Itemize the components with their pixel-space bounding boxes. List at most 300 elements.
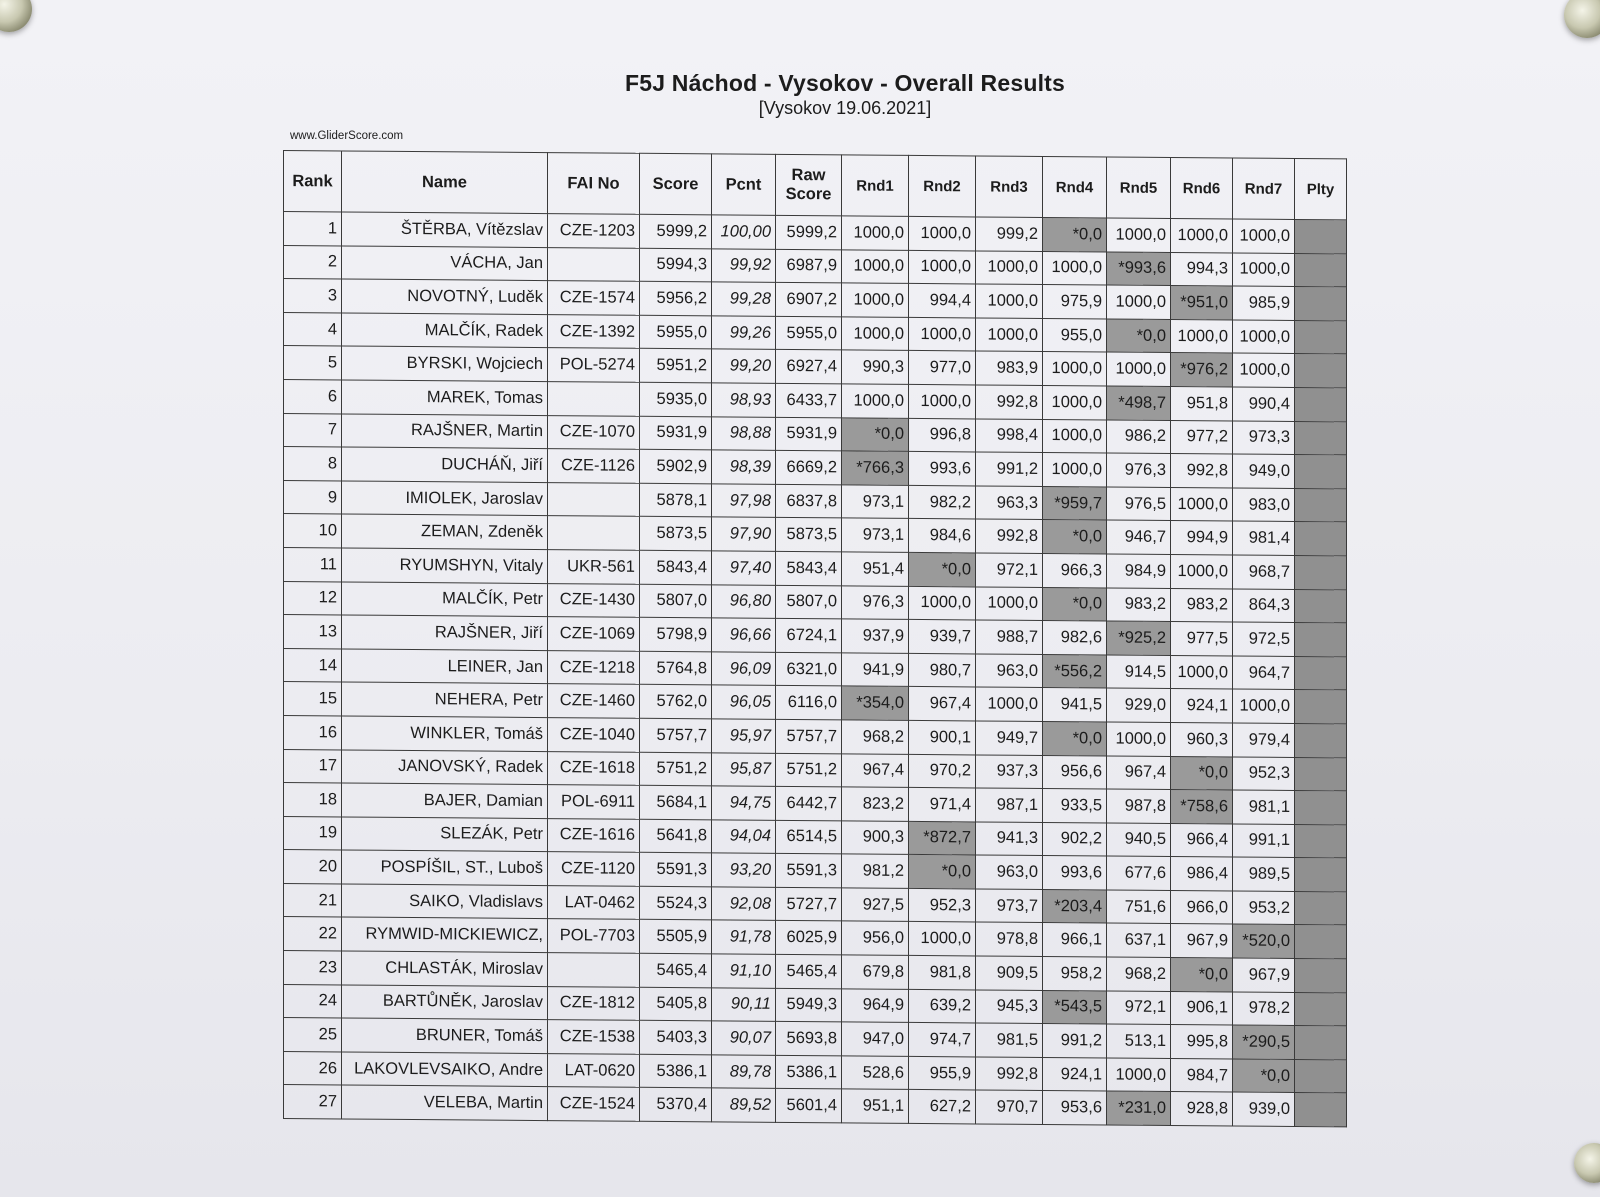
raw-score-cell: 6669,2 <box>776 451 842 485</box>
round-7-cell: 967,9 <box>1233 958 1295 992</box>
round-2-cell: 1000,0 <box>909 922 976 956</box>
percent-cell: 91,10 <box>712 954 776 988</box>
percent-cell: 91,78 <box>712 920 776 954</box>
round-7-cell: 989,5 <box>1233 857 1295 891</box>
round-5-cell: 987,8 <box>1107 789 1171 823</box>
header-score: Score <box>640 153 712 215</box>
penalty-cell <box>1295 589 1347 623</box>
round-5-cell: 1000,0 <box>1107 1058 1171 1092</box>
round-2-cell: 994,4 <box>909 284 976 318</box>
penalty-cell <box>1295 421 1347 455</box>
round-2-cell: 639,2 <box>909 989 976 1023</box>
pushpin-icon <box>1574 1143 1600 1183</box>
penalty-cell <box>1295 522 1347 556</box>
fai-number-cell: CZE-1070 <box>548 415 640 449</box>
raw-score-cell: 5955,0 <box>776 316 842 350</box>
round-3-cell: 909,5 <box>976 956 1043 990</box>
round-5-cell: 929,0 <box>1107 688 1171 722</box>
pilot-name-cell: JANOVSKÝ, Radek <box>342 749 548 784</box>
rank-cell: 23 <box>284 951 342 985</box>
penalty-cell <box>1295 1059 1347 1093</box>
fai-number-cell: POL-7703 <box>548 919 640 953</box>
header-rnd2: Rnd2 <box>909 155 976 217</box>
round-4-cell: 1000,0 <box>1043 251 1107 285</box>
page-subtitle: [Vysokov 19.06.2021] <box>758 98 932 118</box>
round-6-cell: 967,9 <box>1171 924 1233 958</box>
round-4-dropped-cell: *556,2 <box>1043 654 1107 688</box>
penalty-cell <box>1295 387 1347 421</box>
round-7-cell: 991,1 <box>1233 824 1295 858</box>
score-cell: 5931,9 <box>640 416 712 450</box>
score-cell: 5951,2 <box>640 349 712 383</box>
round-1-cell: 937,9 <box>842 619 909 653</box>
round-3-cell: 963,0 <box>976 855 1043 889</box>
header-rnd6: Rnd6 <box>1171 157 1233 218</box>
penalty-cell <box>1295 623 1347 657</box>
round-2-cell: 974,7 <box>909 1023 976 1057</box>
percent-cell: 89,78 <box>712 1055 776 1089</box>
header-rank: Rank <box>284 151 342 212</box>
score-cell: 5505,9 <box>640 920 712 954</box>
round-6-cell: 960,3 <box>1171 722 1233 756</box>
round-6-cell: 1000,0 <box>1171 218 1233 252</box>
round-2-cell: 970,2 <box>909 754 976 788</box>
percent-cell: 99,20 <box>712 349 776 383</box>
round-1-dropped-cell: *354,0 <box>842 686 909 720</box>
round-3-cell: 1000,0 <box>976 687 1043 721</box>
round-6-cell: 992,8 <box>1171 454 1233 488</box>
pilot-name-cell: POSPÍŠIL, ST., Luboš <box>342 850 548 885</box>
round-7-cell: 952,3 <box>1233 756 1295 790</box>
round-4-cell: 956,6 <box>1043 755 1107 789</box>
pilot-name-cell: MAREK, Tomas <box>342 380 548 415</box>
fai-number-cell: CZE-1430 <box>548 583 640 617</box>
round-2-cell: 996,8 <box>909 418 976 452</box>
pilot-name-cell: NEHERA, Petr <box>342 682 548 717</box>
fai-number-cell: CZE-1040 <box>548 717 640 751</box>
penalty-cell <box>1295 959 1347 993</box>
round-7-cell: 990,4 <box>1233 387 1295 421</box>
round-3-cell: 1000,0 <box>976 318 1043 352</box>
round-6-cell: 1000,0 <box>1171 487 1233 521</box>
raw-score-cell: 5807,0 <box>776 585 842 619</box>
round-1-cell: 951,1 <box>842 1089 909 1123</box>
round-6-cell: 1000,0 <box>1171 554 1233 588</box>
penalty-cell <box>1295 891 1347 925</box>
pilot-name-cell: VÁCHA, Jan <box>342 246 548 281</box>
penalty-cell <box>1295 1026 1347 1060</box>
fai-number-cell: LAT-0620 <box>548 1053 640 1087</box>
round-3-cell: 999,2 <box>976 217 1043 251</box>
fai-number-cell: CZE-1069 <box>548 617 640 651</box>
round-5-cell: 976,3 <box>1107 453 1171 487</box>
round-2-cell: 900,1 <box>909 720 976 754</box>
score-cell: 5405,8 <box>640 987 712 1021</box>
score-cell: 5935,0 <box>640 382 712 416</box>
round-1-cell: 823,2 <box>842 787 909 821</box>
rank-cell: 6 <box>284 379 342 413</box>
rank-cell: 24 <box>284 984 342 1018</box>
round-7-cell: 1000,0 <box>1233 689 1295 723</box>
round-4-dropped-cell: *0,0 <box>1043 217 1107 251</box>
penalty-cell <box>1295 287 1347 321</box>
round-4-cell: 1000,0 <box>1043 453 1107 487</box>
round-6-cell: 924,1 <box>1171 689 1233 723</box>
penalty-cell <box>1295 656 1347 690</box>
score-cell: 5955,0 <box>640 315 712 349</box>
percent-cell: 90,11 <box>712 988 776 1022</box>
header-raw-score <box>776 154 842 216</box>
penalty-cell <box>1295 555 1347 589</box>
round-4-cell: 991,2 <box>1043 1024 1107 1058</box>
percent-cell: 94,04 <box>712 820 776 854</box>
round-1-cell: 976,3 <box>842 585 909 619</box>
pilot-name-cell: BYRSKI, Wojciech <box>342 346 548 381</box>
round-2-cell: 1000,0 <box>909 586 976 620</box>
rank-cell: 7 <box>284 413 342 447</box>
percent-cell: 89,52 <box>712 1088 776 1122</box>
score-cell: 5994,3 <box>640 248 712 282</box>
round-7-dropped-cell: *520,0 <box>1233 924 1295 958</box>
round-7-cell: 864,3 <box>1233 588 1295 622</box>
round-7-cell: 972,5 <box>1233 622 1295 656</box>
score-cell: 5878,1 <box>640 483 712 517</box>
round-6-cell: 966,4 <box>1171 823 1233 857</box>
round-1-dropped-cell: *0,0 <box>842 417 909 451</box>
fai-number-cell: CZE-1460 <box>548 684 640 718</box>
round-6-dropped-cell: *758,6 <box>1171 790 1233 824</box>
round-6-dropped-cell: *0,0 <box>1171 756 1233 790</box>
round-5-dropped-cell: *993,6 <box>1107 252 1171 286</box>
score-cell: 5524,3 <box>640 886 712 920</box>
header-raw-line1: Raw <box>791 165 826 185</box>
percent-cell: 97,40 <box>712 551 776 585</box>
round-5-dropped-cell: *925,2 <box>1107 621 1171 655</box>
percent-cell: 90,07 <box>712 1021 776 1055</box>
round-4-cell: 1000,0 <box>1043 419 1107 453</box>
score-cell: 5403,3 <box>640 1021 712 1055</box>
round-5-cell: 976,5 <box>1107 487 1171 521</box>
round-2-cell: 977,0 <box>909 351 976 385</box>
percent-cell: 98,93 <box>712 383 776 417</box>
rank-cell: 15 <box>284 682 342 716</box>
fai-number-cell: CZE-1812 <box>548 986 640 1020</box>
round-7-cell: 964,7 <box>1233 656 1295 690</box>
score-cell: 5370,4 <box>640 1088 712 1122</box>
round-6-dropped-cell: *0,0 <box>1171 958 1233 992</box>
header-fai-no: FAI No <box>548 153 640 215</box>
round-7-cell: 1000,0 <box>1233 353 1295 387</box>
round-3-cell: 941,3 <box>976 822 1043 856</box>
round-6-cell: 984,7 <box>1171 1058 1233 1092</box>
round-4-cell: 958,2 <box>1043 957 1107 991</box>
rank-cell: 3 <box>284 279 342 313</box>
percent-cell: 96,09 <box>712 652 776 686</box>
rank-cell: 13 <box>284 615 342 649</box>
raw-score-cell: 6433,7 <box>776 383 842 417</box>
percent-cell: 98,39 <box>712 450 776 484</box>
rank-cell: 16 <box>284 715 342 749</box>
rank-cell: 25 <box>284 1018 342 1052</box>
pushpin-icon <box>1564 0 1600 38</box>
round-5-dropped-cell: *0,0 <box>1107 319 1171 353</box>
round-7-cell: 981,4 <box>1233 521 1295 555</box>
score-cell: 5757,7 <box>640 718 712 752</box>
pilot-name-cell: RAJŠNER, Jiří <box>342 615 548 650</box>
round-1-cell: 947,0 <box>842 1022 909 1056</box>
round-2-cell: 993,6 <box>909 452 976 486</box>
fai-number-cell: CZE-1618 <box>548 751 640 785</box>
round-3-cell: 978,8 <box>976 922 1043 956</box>
percent-cell: 97,90 <box>712 517 776 551</box>
raw-score-cell: 5601,4 <box>776 1089 842 1123</box>
penalty-cell <box>1295 690 1347 724</box>
percent-cell: 99,92 <box>712 248 776 282</box>
round-3-cell: 1000,0 <box>976 284 1043 318</box>
pilot-name-cell: ZEMAN, Zdeněk <box>342 514 548 549</box>
round-6-cell: 995,8 <box>1171 1025 1233 1059</box>
round-2-cell: 1000,0 <box>909 250 976 284</box>
header-raw-line2: Score <box>785 184 832 204</box>
fai-number-cell: CZE-1392 <box>548 314 640 348</box>
percent-cell: 98,88 <box>712 416 776 450</box>
round-5-cell: 983,2 <box>1107 587 1171 621</box>
round-5-cell: 986,2 <box>1107 420 1171 454</box>
rank-cell: 17 <box>284 749 342 783</box>
rank-cell: 18 <box>284 783 342 817</box>
round-4-dropped-cell: *959,7 <box>1043 486 1107 520</box>
round-6-cell: 951,8 <box>1171 386 1233 420</box>
round-4-cell: 924,1 <box>1043 1057 1107 1091</box>
round-7-cell: 979,4 <box>1233 723 1295 757</box>
round-1-cell: 941,9 <box>842 653 909 687</box>
round-7-cell: 1000,0 <box>1233 320 1295 354</box>
percent-cell: 99,28 <box>712 282 776 316</box>
round-7-cell: 1000,0 <box>1233 253 1295 287</box>
round-5-cell: 1000,0 <box>1107 285 1171 319</box>
pilot-name-cell: LAKOVLEVSAIKO, Andre <box>342 1052 548 1087</box>
penalty-cell <box>1295 824 1347 858</box>
score-cell: 5843,4 <box>640 550 712 584</box>
score-cell: 5751,2 <box>640 752 712 786</box>
round-1-cell: 964,9 <box>842 989 909 1023</box>
penalty-cell <box>1295 488 1347 522</box>
raw-score-cell: 5386,1 <box>776 1055 842 1089</box>
rank-cell: 10 <box>284 514 342 548</box>
round-3-cell: 963,3 <box>976 486 1043 520</box>
rank-cell: 26 <box>284 1051 342 1085</box>
fai-number-cell: CZE-1538 <box>548 1020 640 1054</box>
score-cell: 5902,9 <box>640 449 712 483</box>
round-4-cell: 933,5 <box>1043 789 1107 823</box>
round-7-cell: 939,0 <box>1233 1092 1295 1126</box>
round-4-dropped-cell: *0,0 <box>1043 587 1107 621</box>
round-6-cell: 994,3 <box>1171 252 1233 286</box>
raw-score-cell: 6724,1 <box>776 618 842 652</box>
round-7-cell: 1000,0 <box>1233 219 1295 253</box>
rank-cell: 22 <box>284 917 342 951</box>
round-3-cell: 988,7 <box>976 620 1043 654</box>
score-cell: 5684,1 <box>640 785 712 819</box>
score-cell: 5764,8 <box>640 651 712 685</box>
round-1-cell: 1000,0 <box>842 384 909 418</box>
fai-number-cell <box>548 953 640 987</box>
penalty-cell <box>1295 992 1347 1026</box>
percent-cell: 97,98 <box>712 484 776 518</box>
round-4-cell: 966,3 <box>1043 553 1107 587</box>
round-4-cell: 982,6 <box>1043 621 1107 655</box>
round-4-dropped-cell: *203,4 <box>1043 889 1107 923</box>
round-3-cell: 981,5 <box>976 1023 1043 1057</box>
round-3-cell: 992,8 <box>976 385 1043 419</box>
round-3-cell: 983,9 <box>976 351 1043 385</box>
raw-score-cell: 5843,4 <box>776 551 842 585</box>
round-6-cell: 966,0 <box>1171 890 1233 924</box>
percent-cell: 93,20 <box>712 853 776 887</box>
round-3-cell: 992,8 <box>976 519 1043 553</box>
round-3-cell: 963,0 <box>976 654 1043 688</box>
round-1-cell: 968,2 <box>842 720 909 754</box>
round-1-cell: 990,3 <box>842 350 909 384</box>
score-cell: 5798,9 <box>640 617 712 651</box>
round-6-cell: 986,4 <box>1171 857 1233 891</box>
round-3-cell: 992,8 <box>976 1057 1043 1091</box>
round-5-cell: 677,6 <box>1107 856 1171 890</box>
fai-number-cell: CZE-1120 <box>548 852 640 886</box>
round-2-cell: 627,2 <box>909 1090 976 1124</box>
fai-number-cell: CZE-1218 <box>548 650 640 684</box>
round-3-cell: 970,7 <box>976 1090 1043 1124</box>
round-4-cell: 975,9 <box>1043 285 1107 319</box>
header-pcnt: Pcnt <box>712 154 776 216</box>
round-2-cell: 939,7 <box>909 620 976 654</box>
pilot-name-cell: BAJER, Damian <box>342 783 548 818</box>
round-6-cell: 977,2 <box>1171 420 1233 454</box>
round-7-cell: 983,0 <box>1233 488 1295 522</box>
round-5-cell: 1000,0 <box>1107 352 1171 386</box>
percent-cell: 95,87 <box>712 752 776 786</box>
penalty-cell <box>1295 858 1347 892</box>
penalty-cell <box>1295 354 1347 388</box>
round-1-cell: 1000,0 <box>842 216 909 250</box>
round-4-cell: 993,6 <box>1043 856 1107 890</box>
round-5-cell: 751,6 <box>1107 890 1171 924</box>
round-1-cell: 900,3 <box>842 821 909 855</box>
raw-score-cell: 6442,7 <box>776 786 842 820</box>
round-1-cell: 973,1 <box>842 518 909 552</box>
rank-cell: 5 <box>284 346 342 380</box>
penalty-cell <box>1295 791 1347 825</box>
round-4-dropped-cell: *0,0 <box>1043 520 1107 554</box>
round-6-cell: 1000,0 <box>1171 319 1233 353</box>
pilot-name-cell: WINKLER, Tomáš <box>342 716 548 751</box>
round-1-cell: 528,6 <box>842 1056 909 1090</box>
round-5-cell: 946,7 <box>1107 520 1171 554</box>
header-rnd4: Rnd4 <box>1043 156 1107 218</box>
pilot-name-cell: MALČÍK, Petr <box>342 581 548 616</box>
round-7-cell: 949,0 <box>1233 454 1295 488</box>
penalty-cell <box>1295 320 1347 354</box>
round-5-cell: 1000,0 <box>1107 722 1171 756</box>
rank-cell: 20 <box>284 850 342 884</box>
round-7-dropped-cell: *0,0 <box>1233 1059 1295 1093</box>
pilot-name-cell: CHLASTÁK, Miroslav <box>342 951 548 986</box>
header-plty: Plty <box>1295 158 1347 219</box>
rank-cell: 4 <box>284 312 342 346</box>
round-1-cell: 956,0 <box>842 921 909 955</box>
fai-number-cell: CZE-1524 <box>548 1087 640 1121</box>
round-4-dropped-cell: *0,0 <box>1043 721 1107 755</box>
penalty-cell <box>1295 723 1347 757</box>
rank-cell: 14 <box>284 648 342 682</box>
round-2-cell: 980,7 <box>909 653 976 687</box>
round-2-cell: 1000,0 <box>909 384 976 418</box>
header-name: Name <box>342 151 548 214</box>
score-cell: 5807,0 <box>640 584 712 618</box>
pilot-name-cell: LEINER, Jan <box>342 649 548 684</box>
round-3-cell: 973,7 <box>976 889 1043 923</box>
round-1-cell: 973,1 <box>842 485 909 519</box>
pilot-name-cell: BRUNER, Tomáš <box>342 1018 548 1053</box>
raw-score-cell: 5949,3 <box>776 988 842 1022</box>
round-2-cell: 952,3 <box>909 888 976 922</box>
percent-cell: 96,05 <box>712 685 776 719</box>
results-body <box>284 212 1347 1127</box>
raw-score-cell: 6907,2 <box>776 283 842 317</box>
fai-number-cell: UKR-561 <box>548 550 640 584</box>
round-6-cell: 994,9 <box>1171 521 1233 555</box>
percent-cell: 95,97 <box>712 719 776 753</box>
raw-score-cell: 5757,7 <box>776 719 842 753</box>
fai-number-cell <box>548 382 640 416</box>
header-rnd7: Rnd7 <box>1233 158 1295 219</box>
round-7-cell: 968,7 <box>1233 555 1295 589</box>
round-5-cell: 914,5 <box>1107 655 1171 689</box>
raw-score-cell: 5931,9 <box>776 417 842 451</box>
pilot-name-cell: DUCHÁŇ, Jiří <box>342 447 548 482</box>
raw-score-cell: 6987,9 <box>776 249 842 283</box>
rank-cell: 8 <box>284 447 342 481</box>
raw-score-cell: 5999,2 <box>776 215 842 249</box>
penalty-cell <box>1295 757 1347 791</box>
raw-score-cell: 6514,5 <box>776 820 842 854</box>
round-6-dropped-cell: *976,2 <box>1171 353 1233 387</box>
raw-score-cell: 5727,7 <box>776 887 842 921</box>
percent-cell: 96,66 <box>712 618 776 652</box>
header-rnd5: Rnd5 <box>1107 157 1171 219</box>
round-6-cell: 928,8 <box>1171 1092 1233 1126</box>
round-5-cell: 513,1 <box>1107 1024 1171 1058</box>
round-4-dropped-cell: *543,5 <box>1043 990 1107 1024</box>
round-4-cell: 966,1 <box>1043 923 1107 957</box>
rank-cell: 9 <box>284 480 342 514</box>
penalty-cell <box>1295 925 1347 959</box>
round-6-cell: 983,2 <box>1171 588 1233 622</box>
fai-number-cell: CZE-1203 <box>548 214 640 248</box>
round-5-cell: 940,5 <box>1107 823 1171 857</box>
header-row <box>284 151 1347 220</box>
round-4-cell: 1000,0 <box>1043 385 1107 419</box>
header-rnd3: Rnd3 <box>976 156 1043 218</box>
percent-cell: 100,00 <box>712 215 776 249</box>
raw-score-cell: 6927,4 <box>776 350 842 384</box>
percent-cell: 96,80 <box>712 584 776 618</box>
round-1-cell: 1000,0 <box>842 283 909 317</box>
round-5-cell: 984,9 <box>1107 554 1171 588</box>
round-1-cell: 679,8 <box>842 955 909 989</box>
raw-score-cell: 5751,2 <box>776 753 842 787</box>
pilot-name-cell: MALČÍK, Radek <box>342 313 548 348</box>
